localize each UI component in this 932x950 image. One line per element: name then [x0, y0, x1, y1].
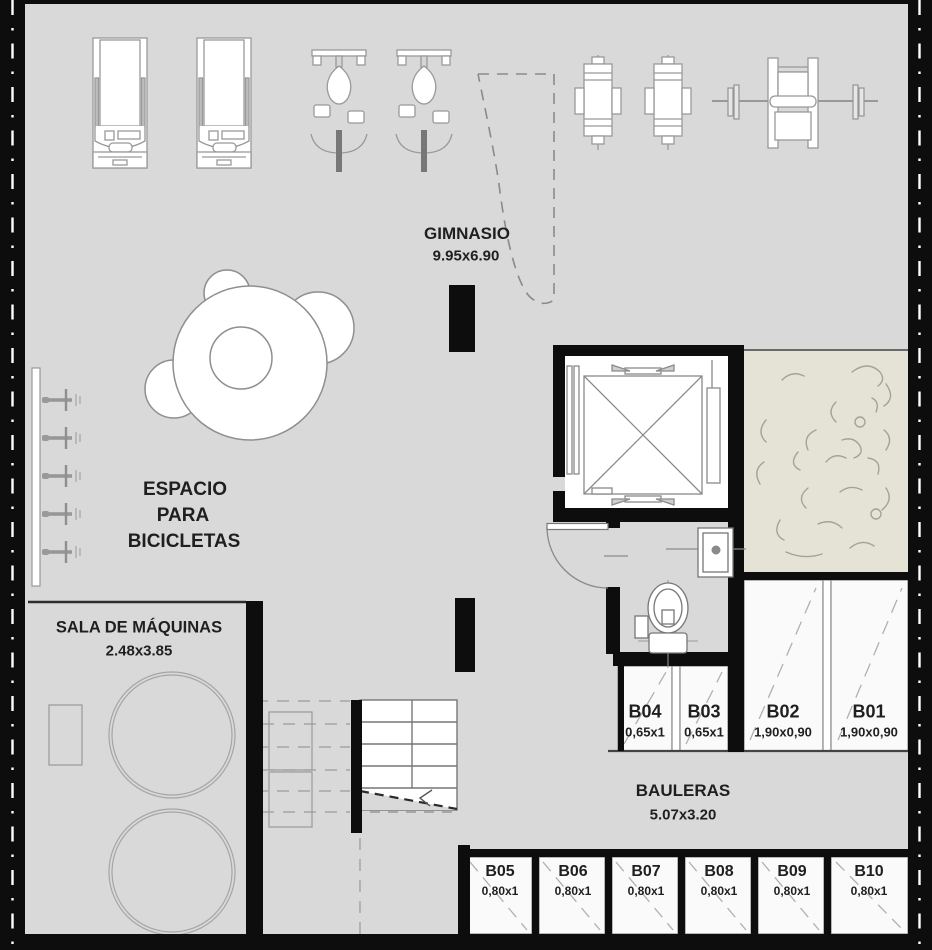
unit-size-B09: 0,80x1	[773, 884, 811, 898]
unit-size-B10: 0,80x1	[850, 884, 888, 898]
wall-machine-room	[246, 601, 263, 941]
stone-garden	[740, 349, 908, 573]
machine-room-size: 2.48x3.85	[105, 642, 173, 660]
machine-room-label: SALA DE MÁQUINAS	[55, 618, 223, 637]
unit-label-B01: B01	[852, 701, 886, 722]
bauleras-size: 5.07x3.20	[649, 806, 717, 824]
gym-label: GIMNASIO	[424, 224, 510, 243]
unit-size-B05: 0,80x1	[481, 884, 519, 898]
bike-space-label-1: ESPACIO	[142, 479, 228, 500]
wall-top	[0, 0, 932, 4]
treadmill-symbol-2	[197, 38, 251, 168]
unit-label-B05: B05	[485, 863, 515, 880]
unit-label-B10: B10	[854, 863, 884, 880]
unit-size-B06: 0,80x1	[554, 884, 592, 898]
unit-label-B06: B06	[558, 863, 588, 880]
elevator	[565, 356, 728, 508]
unit-size-B03: 0,65x1	[684, 724, 724, 740]
unit-size-B07: 0,80x1	[627, 884, 665, 898]
unit-size-B02: 1,90x0,90	[754, 724, 812, 740]
unit-label-B04: B04	[628, 701, 662, 722]
bike-space-label-2: PARA	[156, 505, 210, 526]
unit-label-B02: B02	[766, 701, 800, 722]
unit-size-B08: 0,80x1	[700, 884, 738, 898]
bauleras-label: BAULERAS	[635, 781, 731, 800]
unit-label-B09: B09	[777, 863, 807, 880]
unit-label-B08: B08	[704, 863, 734, 880]
bike-space-label-3: BICICLETAS	[127, 531, 241, 552]
unit-size-B01: 1,90x0,90	[840, 724, 898, 740]
unit-size-B04: 0,65x1	[625, 724, 665, 740]
unit-label-B07: B07	[631, 863, 661, 880]
unit-label-B03: B03	[687, 701, 721, 722]
treadmill-symbol-1	[93, 38, 147, 168]
gym-size: 9.95x6.90	[432, 247, 500, 265]
stairs	[352, 700, 457, 812]
